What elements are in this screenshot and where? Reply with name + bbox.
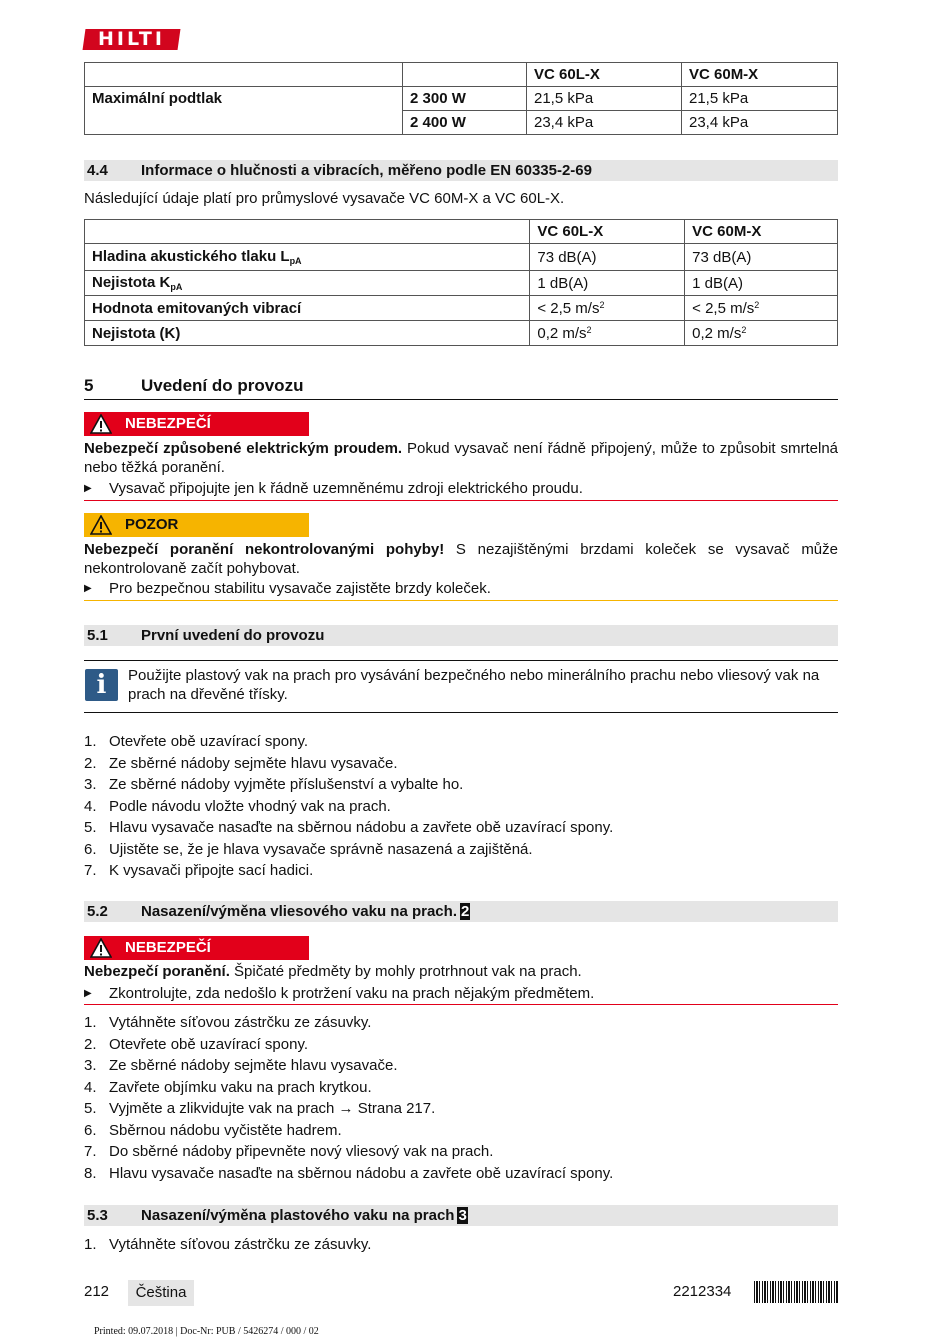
info-icon: i <box>85 669 118 701</box>
col-header-vc60m: VC 60M-X <box>685 220 838 244</box>
power-cell: 2 400 W <box>403 111 527 135</box>
language-tab: Čeština <box>128 1280 194 1306</box>
danger-badge: NEBEZPEČÍ <box>84 412 309 436</box>
value-cell: 23,4 kPa <box>527 111 682 135</box>
value-cell: 21,5 kPa <box>682 87 838 111</box>
page-number: 212 <box>84 1283 110 1300</box>
hilti-logo: HILTI <box>83 29 181 50</box>
info-note: i Použijte plastový vak na prach pro vysávání bezpečného nebo minerálního prachu nebo vliesový vak na prach na dřevěné třísky. <box>84 660 838 713</box>
caution-badge: POZOR <box>84 513 309 537</box>
warning-text: Nebezpečí poranění. Špičaté předměty by mohly protrhnout vak na prach. <box>84 963 582 980</box>
bullet-arrow-icon: ▶ <box>84 483 92 494</box>
warning-text: Nebezpečí způsobené elektrickým proudem. Pokud vysavač není řádně připojený, může to způsobit smrtelná nebo těžká poranění. <box>84 440 838 476</box>
warning-triangle-icon <box>90 414 112 434</box>
col-header-vc60m: VC 60M-X <box>682 63 838 87</box>
value-cell: < 2,5 $m/s^2$ <box>530 296 685 321</box>
row-label: Maximální podtlak <box>85 87 403 135</box>
danger-badge: NEBEZPEČÍ <box>84 936 309 960</box>
warning-rule <box>84 600 838 601</box>
value-cell: 73 dB(A) <box>685 244 838 271</box>
suction-table <box>84 62 838 135</box>
print-stamp: Printed: 09.07.2018 | Doc-Nr: PUB / 5426274 / 000 / 02 <box>94 1326 319 1337</box>
row-label: Hladina akustického tlaku $L_{pA}$ <box>85 244 530 271</box>
value-cell: 0,2 $m/s^2$ <box>530 321 685 346</box>
section-header-5-1: 5.1 První uvedení do provozu <box>84 625 838 646</box>
chapter-heading: 5 Uvedení do provozu <box>84 375 838 400</box>
row-label: Nejistota (K) <box>85 321 530 346</box>
value-cell: 0,2 $m/s^2$ <box>685 321 838 346</box>
power-cell: 2 300 W <box>403 87 527 111</box>
value-cell: 21,5 kPa <box>527 87 682 111</box>
section-header-5-2: 5.2 Nasazení/výměna vliesového vaku na prach. 2 <box>84 901 838 922</box>
value-cell: 23,4 kPa <box>682 111 838 135</box>
warning-triangle-icon <box>90 938 112 958</box>
barcode <box>754 1281 838 1303</box>
section-intro: Následující údaje platí pro průmyslové vysavače VC 60M-X a VC 60L-X. <box>84 190 565 207</box>
value-cell: 73 dB(A) <box>530 244 685 271</box>
document-number: 2212334 <box>673 1283 732 1300</box>
noise-table <box>84 219 838 346</box>
row-label: Hodnota emitovaných vibrací <box>85 296 530 321</box>
figure-ref: 3 <box>458 1207 467 1224</box>
col-header-vc60l: VC 60L-X <box>530 220 685 244</box>
value-cell: < 2,5 $m/s^2$ <box>685 296 838 321</box>
value-cell: 1 dB(A) <box>685 271 838 296</box>
section-header-4-4: 4.4 Informace o hlučnosti a vibracích, měřeno podle EN 60335-2-69 <box>84 160 838 181</box>
value-cell: 1 dB(A) <box>530 271 685 296</box>
warning-text: Nebezpečí poranění nekontrolovanými pohyby! S nezajištěnými brzdami koleček se vysavač může nekontrolovaně začít pohybovat. <box>84 541 838 577</box>
bullet-arrow-icon: ▶ <box>84 988 92 999</box>
section-header-5-3: 5.3 Nasazení/výměna plastového vaku na prach 3 <box>84 1205 838 1226</box>
warning-rule <box>84 500 838 501</box>
figure-ref: 2 <box>460 903 470 920</box>
warning-rule <box>84 1004 838 1005</box>
row-label: Nejistota $K_{pA}$ <box>85 271 530 296</box>
bullet-arrow-icon: ▶ <box>84 583 92 594</box>
col-header-vc60l: VC 60L-X <box>527 63 682 87</box>
warning-triangle-icon <box>90 515 112 535</box>
